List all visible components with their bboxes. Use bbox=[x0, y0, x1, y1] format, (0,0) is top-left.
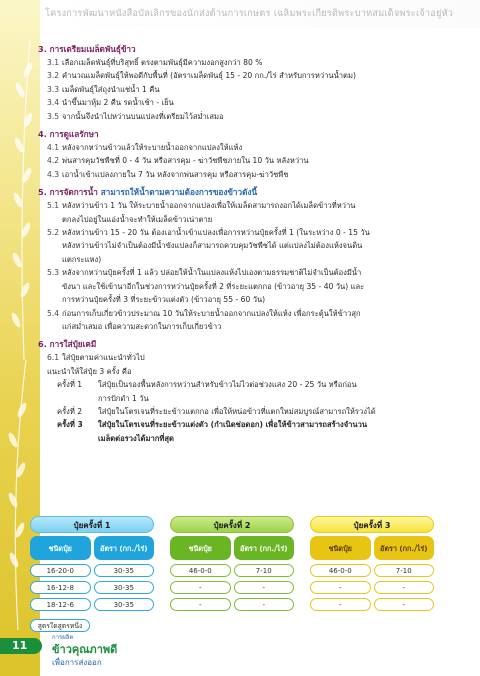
table-note: สูตรใดสูตรหนึ่ง bbox=[30, 619, 90, 632]
table-title: ปุ๋ยครั้งที่ 2 bbox=[170, 516, 294, 533]
table-row bbox=[310, 598, 434, 611]
fertilizer-table-2 bbox=[170, 516, 294, 611]
table-row bbox=[170, 581, 294, 594]
section-3-title: 3. การเตรียมเมล็ดพันธุ์ข้าว bbox=[38, 44, 136, 54]
table-row bbox=[30, 581, 154, 594]
column-header-type: ชนิดปุ๋ย bbox=[170, 536, 231, 560]
list-item: 5.1 หลังหว่านข้าว 1 วัน ให้ระบายน้ำออกจากแปลงเพื่อให้เมล็ดสามารถงอกได้เมล็ดข้าวที่หว่าน ตกลงไปอยู่ในแอ่งน้ำจะทำให้เมล็ดข้าวเน่าตาย bbox=[47, 201, 356, 224]
list-item: 4.1 หลังจากหว่านข้าวแล้วให้ระบายน้ำออกจากแปลงให้แห้ง bbox=[47, 143, 243, 153]
column-header-rate: อัตรา (กก./ไร่) bbox=[234, 536, 295, 560]
table-cell: - bbox=[374, 598, 435, 611]
fertilizer-round-2: ครั้งที่ 2 ใส่ปุ๋ยในโตรเจนที่ระยะข้าวแตกกอ เพื่อให้หน่อข้าวที่แตกใหม่สมบูรณ์สามารถให้รวงได้ bbox=[57, 406, 376, 416]
table-cell: 18-12-6 bbox=[30, 598, 91, 611]
table-row bbox=[310, 581, 434, 594]
table-cell: 30-35 bbox=[94, 581, 155, 594]
list-item: 3.2 คำนวณเมล็ดพันธุ์ให้พอดีกับพื้นที่ (อัตราเมล็ดพันธุ์ 15 - 20 กก./ไร่ สำหรับการหว่านน้ำตม) bbox=[47, 71, 356, 81]
list-item: 3.4 นำขึ้นมาหุ้ม 2 คืน รดน้ำเช้า - เย็น bbox=[47, 98, 174, 108]
table-cell: 7-10 bbox=[234, 564, 295, 577]
table-title: ปุ๋ยครั้งที่ 1 bbox=[30, 516, 154, 533]
fertilizer-round-1: ครั้งที่ 1 ใส่ปุ๋ยเป็นรองพื้นหลังการหว่านสำหรับข้าวไม่ไวต่อช่วงแสง 20 - 25 วัน หรือก่อน การปักดำ 1 วัน bbox=[57, 380, 357, 403]
table-cell: - bbox=[170, 598, 231, 611]
table-cell: 16-20-0 bbox=[30, 564, 91, 577]
table-row bbox=[310, 564, 434, 577]
list-item: 3.5 จากนั้นจึงนำไปหว่านบนแปลงที่เตรียมไว้สม่ำเสมอ bbox=[47, 111, 224, 121]
section-5-title: 5. การจัดการน้ำ สามารถให้น้ำตามความต้องการของข้าวดังนี้ bbox=[38, 187, 258, 198]
column-header-rate: อัตรา (กก./ไร่) bbox=[94, 536, 155, 560]
table-cell: 30-35 bbox=[94, 564, 155, 577]
table-header bbox=[170, 536, 294, 560]
table-cell: 46-0-0 bbox=[310, 564, 371, 577]
table-cell: - bbox=[374, 581, 435, 594]
page-number: 11 bbox=[12, 639, 28, 652]
list-item: 4.3 เอาน้ำเข้าแปลงภายใน 7 วัน หลังจากพ่นสารคุม หรือสารคุม-ฆ่าวัชพืช bbox=[47, 169, 289, 179]
table-cell: 46-0-0 bbox=[170, 564, 231, 577]
column-header-type: ชนิดปุ๋ย bbox=[310, 536, 371, 560]
table-cell: - bbox=[310, 598, 371, 611]
table-row bbox=[30, 598, 154, 611]
list-item: 4.2 พ่นสารคุมวัชพืชที่ 0 - 4 วัน หรือสารคุม - ฆ่าวัชพืชภายใน 10 วัน หลังหว่าน bbox=[47, 156, 309, 166]
fertilizer-intro: แนะนำให้ใส่ปุ๋ย 3 ครั้ง คือ bbox=[47, 366, 132, 376]
list-item: 3.1 เลือกเมล็ดพันธุ์ที่บริสุทธิ์ ตรงตามพันธุ์มีความงอกสูงกว่า 80 % bbox=[47, 58, 263, 67]
table-cell: 7-10 bbox=[374, 564, 435, 577]
list-item: 3.3 เมล็ดพันธุ์ใส่ถุงนำแช่น้ำ 1 คืน bbox=[47, 84, 160, 94]
fertilizer-round-3: ครั้งที่ 3 ใส่ปุ๋ยในโตรเจนที่ระยะข้าวแต่งตัว (กำเนิดช่อดอก) เพื่อให้ข้าวสามารถสร้างจำนวน เมล็ดต่อรวงได้มากที่สุด bbox=[57, 420, 368, 443]
main-content bbox=[38, 38, 470, 445]
table-cell: 16-12-8 bbox=[30, 581, 91, 594]
running-header: โครงการพัฒนาหนังสือบัลเลิกรของนักส่งต้านการเกษตร เฉลิมพระเกียรติพระบาทสมเด็จพระเจ้าอยู่หัว bbox=[45, 8, 454, 19]
table-cell: - bbox=[234, 598, 295, 611]
fertilizer-table-3 bbox=[310, 516, 434, 611]
list-item: 5.4 ก่อนการเก็บเกี่ยวข้าวประมาณ 10 วันให้ระบายน้ำออกจากแปลงให้แห้ง เพื่อกระตุ้นให้ข้าวสุก แก่สม่ำเสมอ เพื่อความสะดวกในการเก็บเกี่ยวข้าว bbox=[47, 308, 361, 331]
section-4-title: 4. การดูแลรักษา bbox=[38, 129, 99, 140]
table-cell: - bbox=[170, 581, 231, 594]
table-header bbox=[30, 536, 154, 560]
column-header-type: ชนิดปุ๋ย bbox=[30, 536, 91, 560]
table-header bbox=[310, 536, 434, 560]
list-item: 5.3 หลังจากหว่านปุ๋ยครั้งที่ 1 แล้ว ปล่อยให้น้ำในแปลงแห้งไปเองตามธรรมชาติไม่จำเป็นต้องมีน้ำ ขังนา และใช้เข้านาอีกในช่วงการหว่านปุ๋ยครั้งที่ 2 ที่ระยะแตกกอ (ข้าวอายุ 35 - 40 วัน) และ การหว่านปุ๋ยครั้งที่ 3 ที่ระยะข้าวแต่งตัว (ข้าวอายุ 55 - 60 วัน) bbox=[47, 268, 365, 305]
table-cell: - bbox=[234, 581, 295, 594]
footer-small-label: การผลิต bbox=[52, 634, 74, 641]
table-title: ปุ๋ยครั้งที่ 3 bbox=[310, 516, 434, 533]
column-header-rate: อัตรา (กก./ไร่) bbox=[374, 536, 435, 560]
footer-subtitle: เพื่อการส่งออก bbox=[52, 658, 102, 667]
list-item: 5.2 หลังหว่านข้าว 15 - 20 วัน ต้องเอาน้ำเข้าแปลงเพื่อการหว่านปุ๋ยครั้งที่ 1 (ในระหว่าง 0 - 15 วัน หลังหว่านข้าวไม่จำเป็นต้องมีน้ำขังแปลงก็สามารถควบคุมวัชพืชได้ แต่แปลงไม่ต้องแห้งจนดิน แตกระแหง) bbox=[47, 228, 370, 264]
section-6-title: 6. การใส่ปุ๋ยเคมี bbox=[38, 339, 97, 350]
table-row bbox=[30, 564, 154, 577]
list-item: 6.1 ใส่ปุ๋ยตามค่าแนะนำทั่วไป bbox=[47, 353, 145, 363]
table-cell: - bbox=[310, 581, 371, 594]
table-row bbox=[170, 598, 294, 611]
table-row bbox=[170, 564, 294, 577]
footer-title: ข้าวคุณภาพดี bbox=[52, 643, 118, 656]
table-cell: 30-35 bbox=[94, 598, 155, 611]
fertilizer-table-1 bbox=[30, 516, 154, 611]
